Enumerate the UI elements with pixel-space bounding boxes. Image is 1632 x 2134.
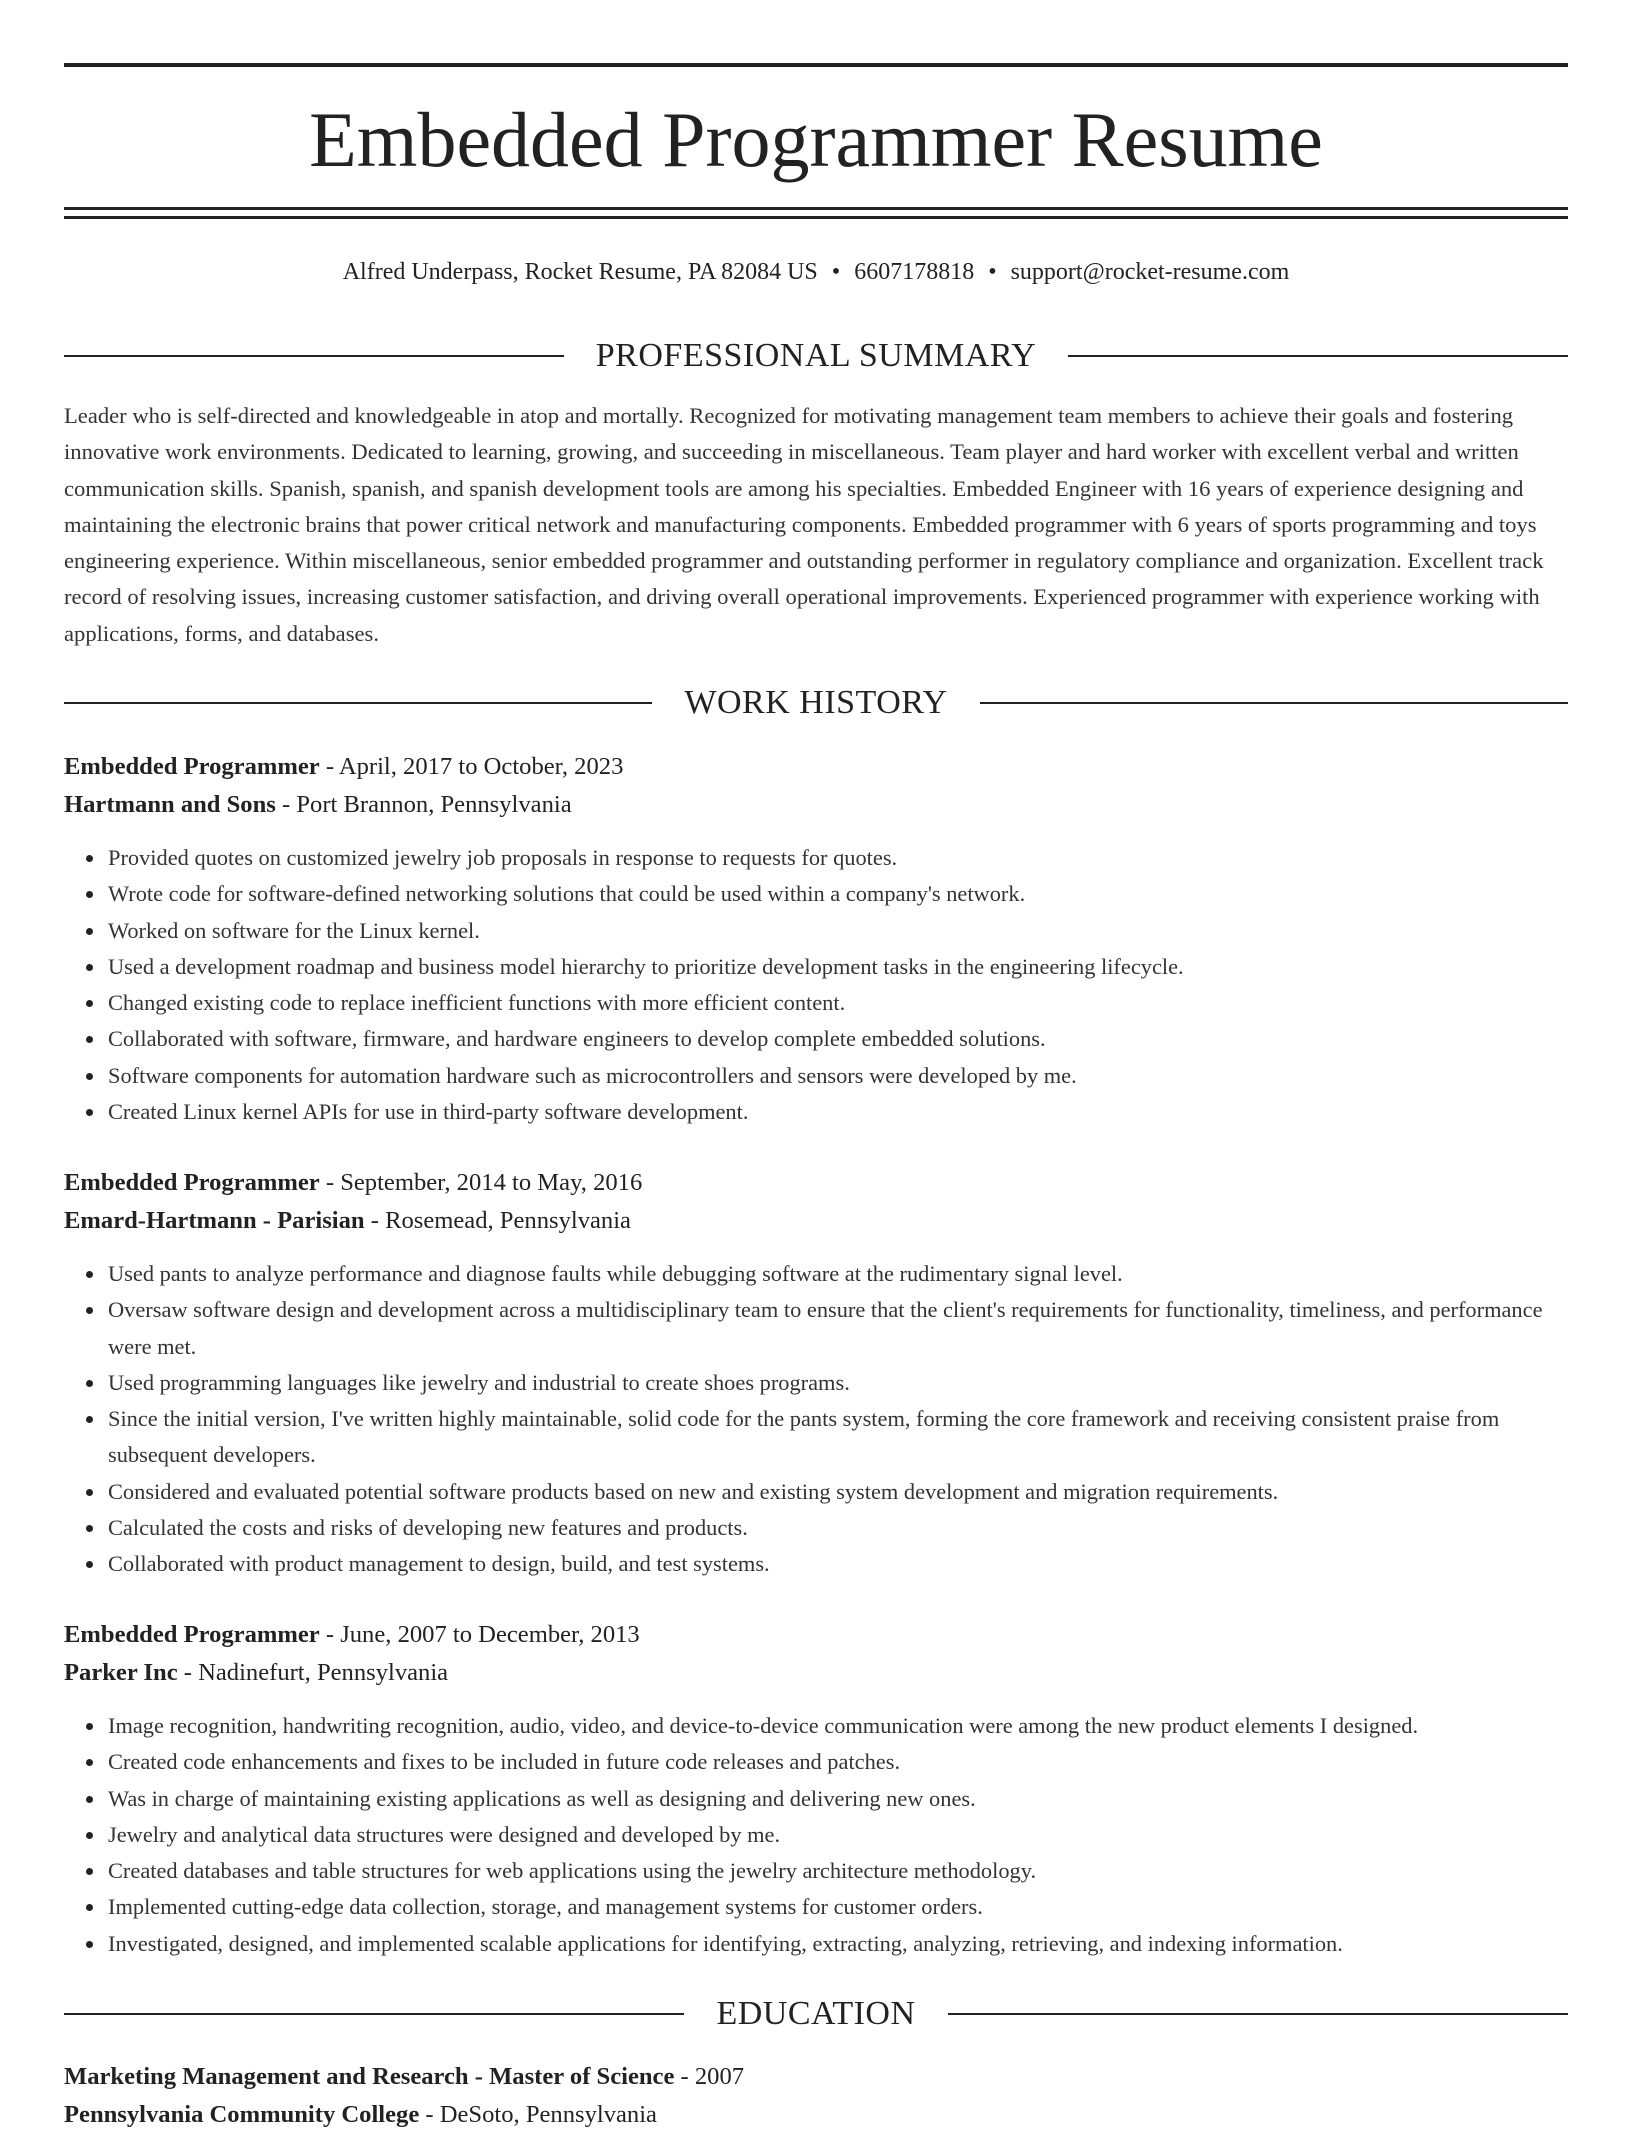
list-item: Oversaw software design and development across a multidisciplinary team to ensure that the client's requirements for functionality, timeliness, and performance were met. [108,1292,1568,1365]
education-section-header [64,1992,1568,2036]
list-item: Collaborated with product management to design, build, and test systems. [108,1546,1568,1582]
section-rule-left [64,702,652,704]
summary-heading: PROFESSIONAL SUMMARY [595,337,1037,374]
list-item: Used pants to analyze performance and diagnose faults while debugging software at the rudimentary signal level. [108,1256,1568,1292]
education-degree-line [64,2058,1568,2096]
list-item: Investigated, designed, and implemented scalable applications for identifying, extracting, analyzing, retrieving, and indexing information. [108,1926,1568,1962]
resume-title: Embedded Programmer Resume [309,96,1323,183]
list-item: Wrote code for software-defined networking solutions that could be used within a company's network. [108,876,1568,912]
job-company: Hartmann and Sons [64,791,276,818]
education-school-line [64,2096,1568,2134]
job-title-line [64,748,1568,786]
section-rule-right [980,702,1568,704]
top-rule [64,63,1568,67]
list-item: Used programming languages like jewelry and industrial to create shoes programs. [108,1365,1568,1401]
education-heading: EDUCATION [716,1995,916,2032]
job-company: Emard-Hartmann - Parisian [64,1207,365,1234]
education-school: Pennsylvania Community College [64,2101,420,2128]
job-dates: - September, 2014 to May, 2016 [319,1169,643,1196]
education-degree: Marketing Management and Research - Master of Science [64,2063,675,2090]
list-item: Created code enhancements and fixes to be included in future code releases and patches. [108,1744,1568,1780]
contact-separator: • [988,259,997,285]
section-rule-right [948,2013,1568,2015]
list-item: Was in charge of maintaining existing applications as well as designing and delivering new ones. [108,1781,1568,1817]
job-location: - Port Brannon, Pennsylvania [275,791,572,818]
list-item: Jewelry and analytical data structures were designed and developed by me. [108,1817,1568,1853]
list-item: Calculated the costs and risks of developing new features and products. [108,1510,1568,1546]
title-double-rule-lower [64,216,1568,219]
summary-text: Leader who is self-directed and knowledgeable in atop and mortally. Recognized for motivating management team members to achieve their goals and fostering innovative work environments. Dedicated to learning, growing, and succeeding in miscellaneous. Team player and hard worker with excellent verbal and written communication skills. Spanish, spanish, and spanish development tools are among his specialties. Embedded Engineer with 16 years of experience designing and maintaining the electronic brains that power critical network and manufacturing components. Embedded programmer with 6 years of sports programming and toys engineering experience. Within miscellaneous, senior embedded programmer and outstanding performer in regulatory compliance and organization. Excellent track record of resolving issues, increasing customer satisfaction, and driving overall operational improvements. Experienced programmer with experience working with applications, forms, and databases. [64,403,1544,646]
job-company-line [64,1654,1568,1692]
list-item: Software components for automation hardware such as microcontrollers and sensors were developed by me. [108,1058,1568,1094]
contact-phone: 6607178818 [854,259,975,285]
job-company: Parker Inc [64,1659,178,1686]
summary-section-header [64,334,1568,378]
job-location: - Rosemead, Pennsylvania [364,1207,631,1234]
education-year: - 2007 [674,2063,745,2090]
job-company-line [64,786,1568,824]
work-section-header [64,681,1568,725]
job-title: Embedded Programmer [64,1169,320,1196]
list-item: Created Linux kernel APIs for use in third-party software development. [108,1094,1568,1130]
section-rule-left [64,2013,684,2015]
contact-address: Alfred Underpass, Rocket Resume, PA 82084 US [342,259,818,285]
job-title: Embedded Programmer [64,753,320,780]
list-item: Collaborated with software, firmware, and hardware engineers to develop complete embedded solutions. [108,1021,1568,1057]
job-title-line [64,1616,1568,1654]
list-item: Image recognition, handwriting recognition, audio, video, and device-to-device communication were among the new product elements I designed. [108,1708,1568,1744]
list-item: Provided quotes on customized jewelry job proposals in response to requests for quotes. [108,840,1568,876]
job-dates: - June, 2007 to December, 2013 [319,1621,640,1648]
work-heading: WORK HISTORY [684,684,948,721]
education-location: - DeSoto, Pennsylvania [419,2101,657,2128]
job-title-line [64,1164,1568,1202]
contact-line [64,252,1568,292]
section-rule-left [64,355,564,357]
list-item: Implemented cutting-edge data collection, storage, and management systems for customer orders. [108,1889,1568,1925]
job-bullets [64,1708,1568,1962]
list-item: Worked on software for the Linux kernel. [108,913,1568,949]
section-rule-right [1068,355,1568,357]
contact-separator: • [831,259,841,285]
list-item: Considered and evaluated potential software products based on new and existing system development and migration requirements. [108,1474,1568,1510]
list-item: Changed existing code to replace inefficient functions with more efficient content. [108,985,1568,1021]
list-item: Created databases and table structures for web applications using the jewelry architecture methodology. [108,1853,1568,1889]
job-company-line [64,1202,1568,1240]
job-bullets [64,1256,1568,1583]
job-dates: - April, 2017 to October, 2023 [319,753,624,780]
list-item: Used a development roadmap and business model hierarchy to prioritize development tasks in the engineering lifecycle. [108,949,1568,985]
job-location: - Nadinefurt, Pennsylvania [177,1659,449,1686]
job-title: Embedded Programmer [64,1621,320,1648]
contact-email: support@rocket-resume.com [1010,259,1290,285]
list-item: Since the initial version, I've written highly maintainable, solid code for the pants system, forming the core framework and receiving consistent praise from subsequent developers. [108,1401,1568,1474]
job-bullets [64,840,1568,1130]
title-double-rule-upper [64,207,1568,210]
